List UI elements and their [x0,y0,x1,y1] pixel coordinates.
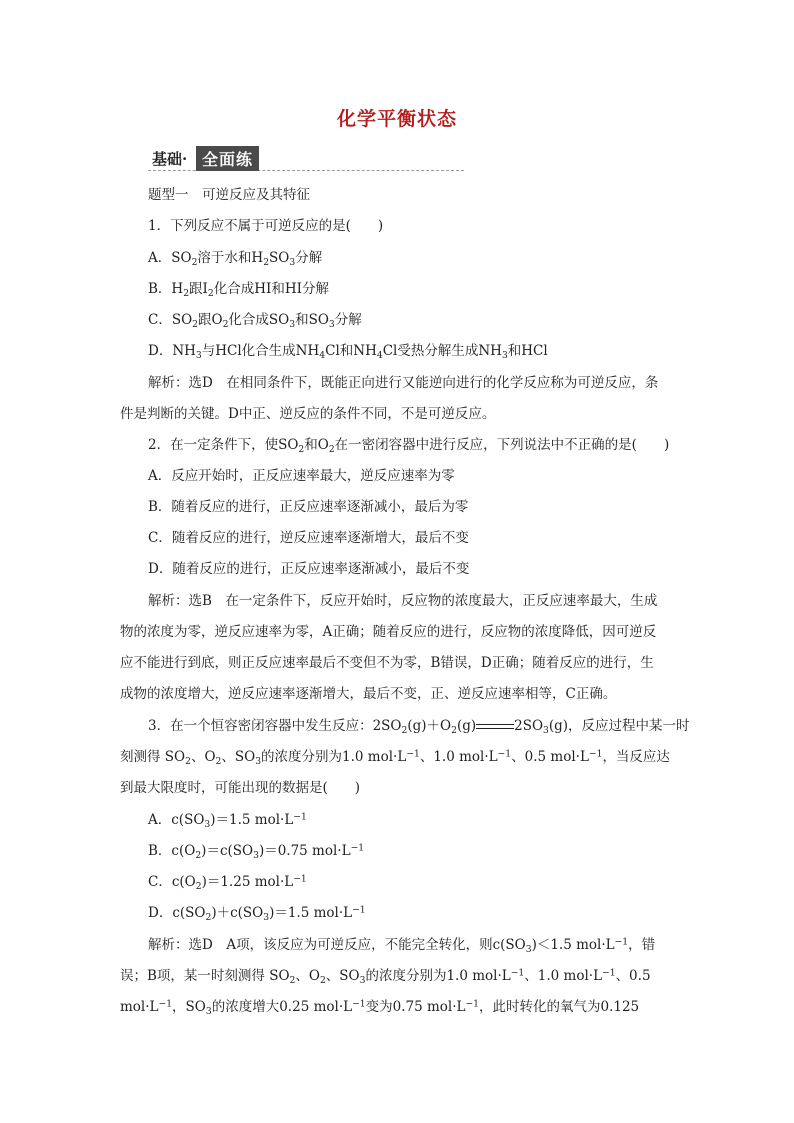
q1-analysis-line1: 解析：选D 在相同条件下，既能正向进行又能逆向进行的化学反应称为可逆反应，条 [148,375,659,391]
q2-option-c: C．随着反应的进行，逆反应速率逐渐增大，最后不变 [148,530,469,546]
q3-stem-line1: 3．在一个恒容密闭容器中发生反应：$2SO_2(g)+O_2(g)$ $2SO_3(g)$，反应过程中某一时 [148,718,690,736]
q2-option-b: B．随着反应的进行，正反应速率逐渐减小，最后为零 [148,499,469,515]
q2-analysis-line3: 应不能进行到底，则正反应速率最后不变但不为零，B错误，D正确；随着反应的进行，生 [120,655,654,671]
q3-stem-line2: 刻测得 $SO_2$、$O_2$、$SO_3$的浓度分别为1.0 $mol\cdot L^{-1}$、1.0 $mol\cdot L^{-1}$、0.5 $mol\cdot L^{-1}$，当反应达 [120,748,670,767]
section-label: 基础· [152,150,188,168]
q1-option-d: D．$NH_3$与HCl化合生成$NH_4Cl$和$NH_4Cl$受热分解生成$NH_3$和HCl [148,343,548,361]
q2-analysis-line1: 解析：选B 在一定条件下，反应开始时，反应物的浓度最大，正反应速率最大，生成 [148,593,658,609]
q3-analysis-line1: 解析：选D A项，该反应为可逆反应，不能完全转化，则$c(SO_3)<1.5$ $mol\cdot L^{-1}$，错 [148,936,656,955]
q1-analysis-line2: 件是判断的关键。D中正、逆反应的条件不同，不是可逆反应。 [120,406,496,422]
q2-stem: 2．在一定条件下，使$SO_2$和$O_2$在一密闭容器中进行反应，下列说法中不正确的是( ) [148,437,670,455]
q2-analysis-line4: 成物的浓度增大，逆反应速率逐渐增大，最后不变，正、逆反应速率相等，C正确。 [120,686,617,702]
q2-option-a: A．反应开始时，正反应速率最大，逆反应速率为零 [148,468,455,484]
section-header [148,144,464,171]
q1-option-c: C．$SO_2$跟$O_2$化合成$SO_3$和$SO_3$分解 [148,312,362,330]
q3-analysis-line2: 误；B项，某一时刻测得 $SO_2$、$O_2$、$SO_3$的浓度分别为1.0 $mol\cdot L^{-1}$、1.0 $mol\cdot L^{-1}$、0.5 [120,967,651,986]
section-badge: 全面练 [196,146,259,171]
q3-option-c: C．$c(O_2)=1.25$ $mol\cdot L^{-1}$ [148,873,307,892]
equilibrium-arrow-icon [476,723,514,731]
q3-analysis-line3: $mol\cdot L^{-1}$，$SO_3$的浓度增大0.25 $mol\cdot L^{-1}$变为0.75 $mol\cdot L^{-1}$，此时转化的氧气为0.125 [120,998,640,1017]
q3-option-b: B．$c(O_2)=c(SO_3)=0.75$ $mol\cdot L^{-1}$ [148,842,365,861]
q1-option-a: A．$SO_2$溶于水和$H_2SO_3$分解 [148,250,323,268]
q2-option-d: D．随着反应的进行，正反应速率逐渐减小，最后不变 [148,561,470,577]
q1-option-b: B．$H_2$跟$I_2$化合成HI和HI分解 [148,281,329,299]
q3-option-d: D．$c(SO_2)+c(SO_3)=1.5$ $mol\cdot L^{-1}$ [148,904,366,923]
q3-option-a: A．$c(SO_3)=1.5$ $mol\cdot L^{-1}$ [148,811,307,830]
q1-stem: 1．下列反应不属于可逆反应的是( ) [148,218,384,234]
q3-stem-line3: 到最大限度时，可能出现的数据是( ) [120,780,361,796]
page-title: 化学平衡状态 [336,108,457,130]
q2-analysis-line2: 物的浓度为零，逆反应速率为零，A正确；随着反应的进行，反应物的浓度降低，因可逆反 [120,624,657,640]
question-type-heading: 题型一 可逆反应及其特征 [148,187,310,203]
